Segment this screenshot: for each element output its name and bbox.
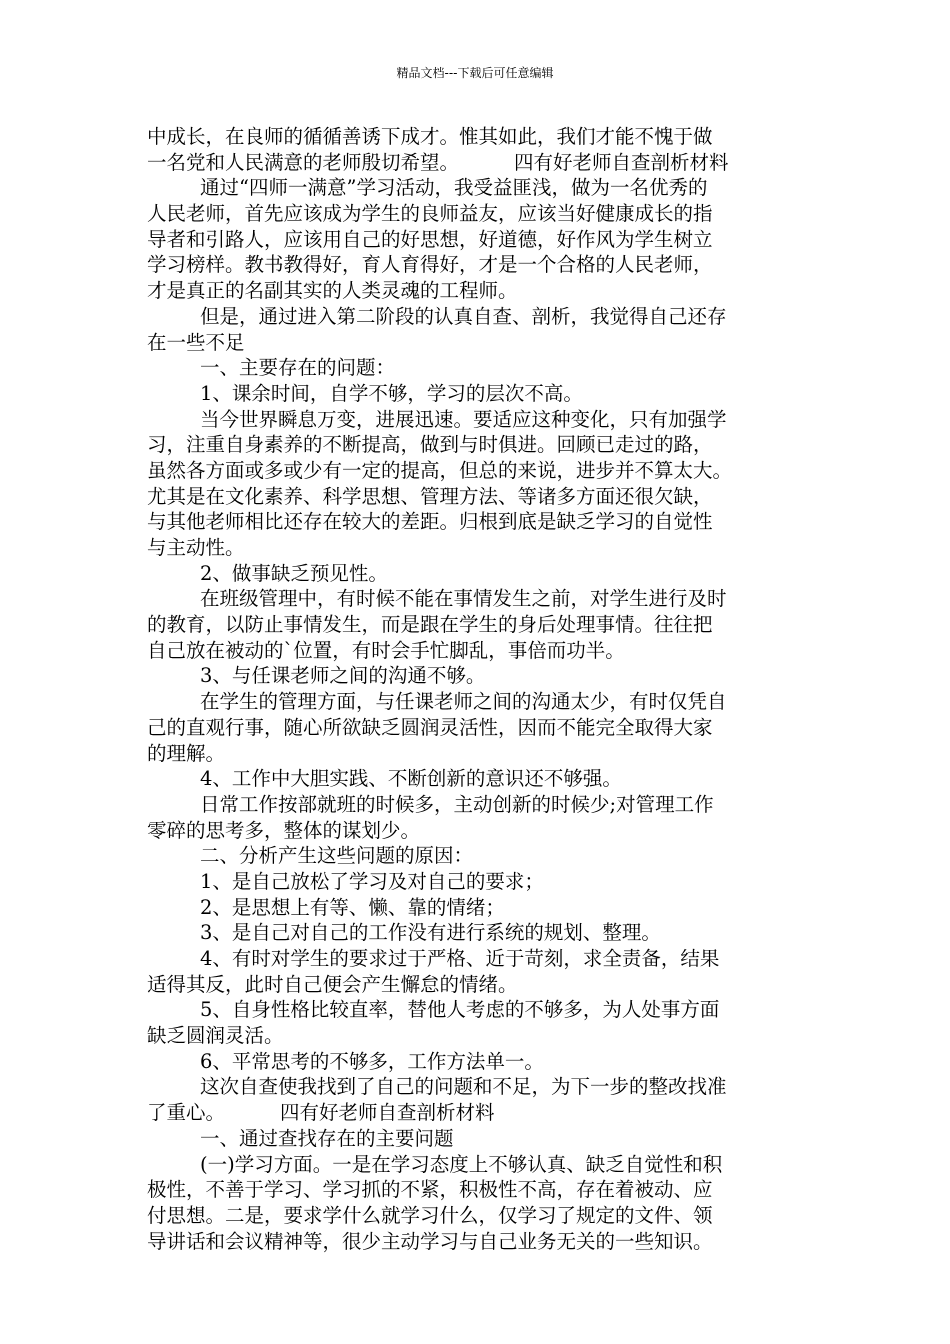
text-line: 一名党和人民满意的老师殷切希望。 四有好老师自查剖析材料 — [147, 150, 729, 174]
text-line: 一、主要存在的问题： — [200, 356, 396, 380]
text-line: 二、分析产生这些问题的原因： — [200, 844, 474, 868]
text-line: 付思想。二是，要求学什么就学习什么，仅学习了规定的文件、领 — [147, 1203, 713, 1227]
text-line: 缺乏圆润灵活。 — [147, 1024, 284, 1048]
text-line: 1、是自己放松了学习及对自己的要求； — [200, 869, 544, 893]
text-line: 导讲话和会议精神等，很少主动学习与自己业务无关的一些知识。 — [147, 1229, 713, 1253]
text-line: 在学生的管理方面，与任课老师之间的沟通太少，有时仅凭自 — [200, 690, 727, 714]
text-line: 3、与任课老师之间的沟通不够。 — [200, 664, 486, 688]
text-line: 的理解。 — [147, 741, 226, 765]
text-line: 当今世界瞬息万变，进展迅速。要适应这种变化，只有加强学 — [200, 407, 727, 431]
text-line: 极性，不善于学习、学习抓的不紧，积极性不高，存在着被动、应 — [147, 1178, 713, 1202]
text-line: 中成长，在良师的循循善诱下成才。惟其如此，我们才能不愧于做 — [147, 125, 713, 148]
text-line: 虽然各方面或多或少有一定的提高，但总的来说，进步并不算太大。 — [147, 458, 733, 482]
text-line: 6、平常思考的不够多，工作方法单一。 — [200, 1049, 544, 1073]
text-line: 己的直观行事，随心所欲缺乏圆润灵活性，因而不能完全取得大家 — [147, 715, 713, 739]
text-line: 2、是思想上有等、懒、靠的情绪； — [200, 895, 505, 919]
text-line: 这次自查使我找到了自己的问题和不足，为下一步的整改找准 — [200, 1075, 727, 1099]
text-line: 自己放在被动的`位置，有时会手忙脚乱，事倍而功半。 — [147, 638, 625, 662]
text-line: 4、工作中大胆实践、不断创新的意识还不够强。 — [200, 767, 622, 791]
text-line: 尤其是在文化素养、科学思想、管理方法、等诸多方面还很欠缺， — [147, 484, 713, 508]
text-line: 一、通过查找存在的主要问题 — [200, 1126, 454, 1150]
text-line: 学习榜样。教书教得好，育人育得好，才是一个合格的人民老师， — [147, 253, 713, 277]
text-line: 才是真正的名副其实的人类灵魂的工程师。 — [147, 279, 518, 303]
text-line: 与主动性。 — [147, 536, 245, 559]
text-line: 在班级管理中，有时候不能在事情发生之前，对学生进行及时 — [200, 587, 727, 611]
text-line: 与其他老师相比还存在较大的差距。归根到底是缺乏学习的自觉性 — [147, 510, 713, 534]
document-body — [147, 124, 817, 1254]
text-line: 通过“四师一满意”学习活动，我受益匪浅，做为一名优秀的 — [200, 176, 708, 200]
text-line: 零碎的思考多，整体的谋划少。 — [147, 818, 421, 842]
text-line: 5、自身性格比较直率，替他人考虑的不够多，为人处事方面 — [200, 998, 720, 1022]
text-line: 习，注重自身素养的不断提高，做到与时俱进。回顾已走过的路， — [147, 433, 713, 457]
text-line: 3、是自己对自己的工作没有进行系统的规划、整理。 — [200, 921, 661, 945]
page-header: 精品文档---下载后可任意编辑 — [396, 66, 554, 80]
text-line: 的教育，以防止事情发生，而是跟在学生的身后处理事情。往往把 — [147, 613, 713, 637]
text-line: 了重心。 四有好老师自查剖析材料 — [147, 1101, 495, 1125]
text-line: 4、有时对学生的要求过于严格、近于苛刻，求全责备，结果 — [200, 947, 720, 970]
text-line: 但是，通过进入第二阶段的认真自查、剖析，我觉得自己还存 — [200, 304, 727, 328]
text-line: 在一些不足 — [147, 330, 245, 354]
text-line: (一)学习方面。一是在学习态度上不够认真、缺乏自觉性和积 — [200, 1152, 723, 1176]
text-line: 日常工作按部就班的时候多，主动创新的时候少;对管理工作 — [200, 792, 714, 816]
text-line: 人民老师，首先应该成为学生的良师益友，应该当好健康成长的指 — [147, 202, 713, 226]
text-line: 1、课余时间，自学不够，学习的层次不高。 — [200, 381, 583, 405]
text-line: 导者和引路人，应该用自己的好思想，好道德，好作风为学生树立 — [147, 227, 713, 251]
text-line: 适得其反，此时自己便会产生懈怠的情绪。 — [147, 972, 518, 996]
text-line: 2、做事缺乏预见性。 — [200, 561, 388, 585]
